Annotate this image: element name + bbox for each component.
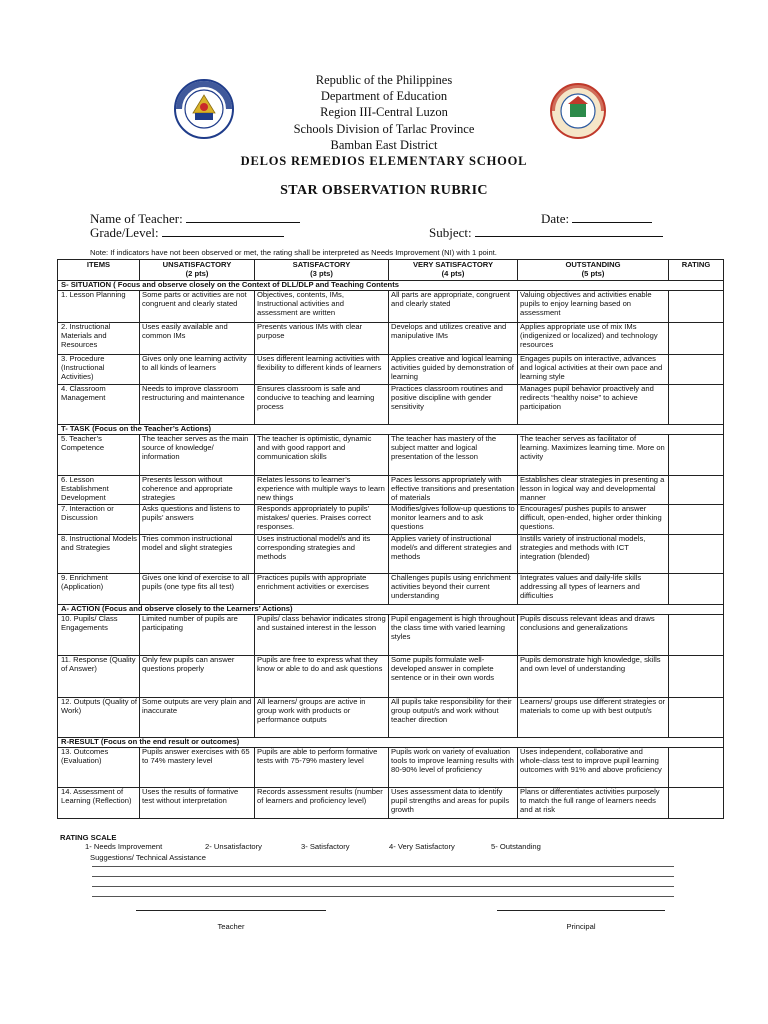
school-name: DELOS REMEDIOS ELEMENTARY SCHOOL xyxy=(240,154,528,168)
letterhead-line: Region III-Central Luzon xyxy=(320,105,448,120)
principal-signature-label: Principal xyxy=(566,922,596,931)
rating-cell[interactable] xyxy=(669,748,724,788)
descriptor-cell: Pupils discuss relevant ideas and draws conclusions and generalizations xyxy=(518,615,669,656)
rating-scale xyxy=(57,833,723,842)
rating-cell[interactable] xyxy=(669,535,724,574)
descriptor-cell: Practices classroom routines and positive discipline with gender sensitivity xyxy=(389,385,518,425)
date-label: Date: xyxy=(541,211,570,226)
item-cell: 1. Lesson Planning xyxy=(58,291,140,323)
table-row xyxy=(58,505,724,535)
descriptor-cell: Learners/ groups use different strategies or materials to come up with best output/s xyxy=(518,698,669,738)
table-row xyxy=(58,476,724,505)
descriptor-cell: Establishes clear strategies in presenting a lesson in logical way and developmental manner xyxy=(518,476,669,505)
table-row xyxy=(58,535,724,574)
descriptor-cell: Only few pupils can answer questions properly xyxy=(140,656,255,698)
suggestions-label: Suggestions/ Technical Assistance xyxy=(90,853,206,862)
table-row xyxy=(58,435,724,476)
table-row xyxy=(58,291,724,323)
section-heading-row xyxy=(58,425,724,435)
rating-cell[interactable] xyxy=(669,291,724,323)
descriptor-cell: All pupils take responsibility for their group output/s and work without teacher direction xyxy=(389,698,518,738)
descriptor-cell: Records assessment results (number of learners and proficiency level) xyxy=(255,788,389,819)
rating-cell[interactable] xyxy=(669,476,724,505)
descriptor-cell: Encourages/ pushes pupils to answer difficult, open-ended, higher order thinking questions. xyxy=(518,505,669,535)
rating-cell[interactable] xyxy=(669,355,724,385)
table-row xyxy=(58,788,724,819)
header-satisfactory: SATISFACTORY (3 pts) xyxy=(255,260,389,281)
rating-cell[interactable] xyxy=(669,615,724,656)
letterhead-line: Bamban East District xyxy=(330,137,438,152)
rating-cell[interactable] xyxy=(669,574,724,605)
subject-field[interactable] xyxy=(429,224,663,241)
section-heading: R-RESULT (Focus on the end result or outcomes) xyxy=(58,738,724,748)
header-very-satisfactory: VERY SATISFACTORY (4 pts) xyxy=(389,260,518,281)
rubric-table xyxy=(57,259,724,819)
descriptor-cell: Some pupils formulate well-developed answer in complete sentence or in their own words xyxy=(389,656,518,698)
teacher-name-blank[interactable] xyxy=(186,210,300,223)
descriptor-cell: Relates lessons to learner’s experience with multiple ways to learn new things xyxy=(255,476,389,505)
descriptor-cell: Presents various IMs with clear purpose xyxy=(255,323,389,355)
descriptor-cell: Pupils are free to express what they know or able to do and ask questions xyxy=(255,656,389,698)
rating-cell[interactable] xyxy=(669,698,724,738)
rating-cell[interactable] xyxy=(669,505,724,535)
descriptor-cell: Modifies/gives follow-up questions to monitor learners and to ask questions xyxy=(389,505,518,535)
descriptor-cell: The teacher is optimistic, dynamic and with good rapport and communication skills xyxy=(255,435,389,476)
descriptor-cell: Uses the results of formative test without interpretation xyxy=(140,788,255,819)
descriptor-cell: Valuing objectives and activities enable pupils to enjoy learning based on assessment xyxy=(518,291,669,323)
item-cell: 3. Procedure (Instructional Activities) xyxy=(58,355,140,385)
item-cell: 2. Instructional Materials and Resources xyxy=(58,323,140,355)
descriptor-cell: Limited number of pupils are participating xyxy=(140,615,255,656)
grade-level-field[interactable] xyxy=(90,224,284,241)
descriptor-cell: Uses different learning activities with flexibility to different kinds of learners xyxy=(255,355,389,385)
descriptor-cell: Some outputs are very plain and inaccurate xyxy=(140,698,255,738)
descriptor-cell: All learners/ groups are active in group work with products or performance outputs xyxy=(255,698,389,738)
rating-cell[interactable] xyxy=(669,435,724,476)
rating-scale-item: 5- Outstanding xyxy=(491,842,541,851)
descriptor-cell: Presents lesson without coherence and appropriate strategies xyxy=(140,476,255,505)
descriptor-cell: Pupils demonstrate high knowledge, skills and own level of understanding xyxy=(518,656,669,698)
descriptor-cell: Uses assessment data to identify pupil strengths and areas for pupils growth xyxy=(389,788,518,819)
table-row xyxy=(58,385,724,425)
descriptor-cell: Uses easily available and common IMs xyxy=(140,323,255,355)
teacher-name-label: Name of Teacher: xyxy=(90,211,183,226)
table-row xyxy=(58,323,724,355)
descriptor-cell: Asks questions and listens to pupils’ answers xyxy=(140,505,255,535)
descriptor-cell: Instills variety of instructional models, strategies and methods with ICT integration (blended) xyxy=(518,535,669,574)
header-rating: RATING xyxy=(669,260,724,281)
grade-level-blank[interactable] xyxy=(162,224,284,237)
descriptor-cell: Uses instructional model/s and its corresponding strategies and methods xyxy=(255,535,389,574)
descriptor-cell: Gives one kind of exercise to all pupils (one type fits all test) xyxy=(140,574,255,605)
item-cell: 4. Classroom Management xyxy=(58,385,140,425)
descriptor-cell: Applies appropriate use of mix IMs (indigenized or localized) and technology resources xyxy=(518,323,669,355)
section-heading: A- ACTION (Focus and observe closely to the Learners’ Actions) xyxy=(58,605,724,615)
rating-scale-item: 1- Needs Improvement xyxy=(85,842,163,851)
rating-cell[interactable] xyxy=(669,323,724,355)
descriptor-cell: Plans or differentiates activities purposely to match the full range of learners needs and at risk xyxy=(518,788,669,819)
descriptor-cell: The teacher serves as the main source of knowledge/ information xyxy=(140,435,255,476)
suggestion-line[interactable] xyxy=(92,886,674,887)
document-title: STAR OBSERVATION RUBRIC xyxy=(280,183,488,198)
item-cell: 5. Teacher’s Competence xyxy=(58,435,140,476)
section-heading-row xyxy=(58,281,724,291)
date-blank[interactable] xyxy=(572,210,652,223)
header-items: ITEMS xyxy=(58,260,140,281)
item-cell: 8. Instructional Models and Strategies xyxy=(58,535,140,574)
item-cell: 12. Outputs (Quality of Work) xyxy=(58,698,140,738)
descriptor-cell: Manages pupil behavior proactively and redirects “healthy noise” to achieve participation xyxy=(518,385,669,425)
item-cell: 6. Lesson Establishment Development xyxy=(58,476,140,505)
table-row xyxy=(58,574,724,605)
descriptor-cell: Tries common instructional model and slight strategies xyxy=(140,535,255,574)
descriptor-cell: Paces lessons appropriately with effective transitions and presentation of materials xyxy=(389,476,518,505)
suggestion-line[interactable] xyxy=(92,896,674,897)
note-text: Note: If indicators have not been observed or met, the rating shall be interpreted as Needs Improvement (NI) with 1 point. xyxy=(90,248,497,257)
item-cell: 9. Enrichment (Application) xyxy=(58,574,140,605)
subject-label: Subject: xyxy=(429,225,472,240)
section-heading: T- TASK (Focus on the Teacher’s Actions) xyxy=(58,425,724,435)
item-cell: 14. Assessment of Learning (Reflection) xyxy=(58,788,140,819)
rating-scale-items xyxy=(85,842,685,851)
descriptor-cell: Pupils/ class behavior indicates strong and sustained interest in the lesson xyxy=(255,615,389,656)
item-cell: 7. Interaction or Discussion xyxy=(58,505,140,535)
rating-cell[interactable] xyxy=(669,656,724,698)
suggestion-line[interactable] xyxy=(92,866,674,867)
letterhead xyxy=(200,72,568,153)
table-row xyxy=(58,656,724,698)
table-header-row xyxy=(58,260,724,281)
rating-scale-label: RATING SCALE xyxy=(60,833,117,842)
letterhead-line: Schools Division of Tarlac Province xyxy=(293,121,475,136)
descriptor-cell: The teacher has mastery of the subject matter and logical presentation of the lesson xyxy=(389,435,518,476)
descriptor-cell: Applies creative and logical learning activities guided by demonstration of learning xyxy=(389,355,518,385)
descriptor-cell: Pupils answer exercises with 65 to 74% mastery level xyxy=(140,748,255,788)
suggestion-line[interactable] xyxy=(92,876,674,877)
item-cell: 11. Response (Quality of Answer) xyxy=(58,656,140,698)
descriptor-cell: Uses independent, collaborative and whole-class test to improve pupil learning outcomes with 91% and above proficiency xyxy=(518,748,669,788)
section-heading-row xyxy=(58,605,724,615)
header-outstanding: OUTSTANDING (5 pts) xyxy=(518,260,669,281)
table-row xyxy=(58,615,724,656)
descriptor-cell: Practices pupils with appropriate enrichment activities or exercises xyxy=(255,574,389,605)
descriptor-cell: Applies variety of instructional model/s and different strategies and methods xyxy=(389,535,518,574)
descriptor-cell: Responds appropriately to pupils’ mistakes/ queries. Praises correct responses. xyxy=(255,505,389,535)
descriptor-cell: Needs to improve classroom restructuring and maintenance xyxy=(140,385,255,425)
descriptor-cell: Pupils work on variety of evaluation tools to improve learning results with 80-90% level of proficiency xyxy=(389,748,518,788)
teacher-signature-label: Teacher xyxy=(217,922,245,931)
teacher-signature-line[interactable] xyxy=(136,910,326,911)
section-heading: S- SITUATION ( Focus and observe closely on the Context of DLL/DLP and Teaching Contents xyxy=(58,281,724,291)
descriptor-cell: Pupil engagement is high throughout the class time with varied learning styles xyxy=(389,615,518,656)
descriptor-cell: Develops and utilizes creative and manipulative IMs xyxy=(389,323,518,355)
rating-scale-item: 3- Satisfactory xyxy=(301,842,350,851)
grade-level-label: Grade/Level: xyxy=(90,225,159,240)
item-cell: 10. Pupils/ Class Engagements xyxy=(58,615,140,656)
descriptor-cell: Ensures classroom is safe and conducive to teaching and learning process xyxy=(255,385,389,425)
descriptor-cell: The teacher serves as facilitator of learning. Maximizes learning time. More on activity xyxy=(518,435,669,476)
rating-scale-item: 2- Unsatisfactory xyxy=(205,842,262,851)
table-row xyxy=(58,698,724,738)
descriptor-cell: Pupils are able to perform formative tests with 75-79% mastery level xyxy=(255,748,389,788)
descriptor-cell: Gives only one learning activity to all kinds of learners xyxy=(140,355,255,385)
descriptor-cell: Objectives, contents, IMs, Instructional activities and assessment are written xyxy=(255,291,389,323)
letterhead-line: Department of Education xyxy=(320,89,448,104)
descriptor-cell: All parts are appropriate, congruent and clearly stated xyxy=(389,291,518,323)
header-unsatisfactory: UNSATISFACTORY (2 pts) xyxy=(140,260,255,281)
rating-scale-item: 4- Very Satisfactory xyxy=(389,842,455,851)
principal-signature-line[interactable] xyxy=(497,910,665,911)
item-cell: 13. Outcomes (Evaluation) xyxy=(58,748,140,788)
descriptor-cell: Integrates values and daily-life skills addressing all types of learners and difficulties xyxy=(518,574,669,605)
descriptor-cell: Some parts or activities are not congruent and clearly stated xyxy=(140,291,255,323)
section-heading-row xyxy=(58,738,724,748)
descriptor-cell: Engages pupils on interactive, advances and logical activities at their own pace and learning style xyxy=(518,355,669,385)
rating-cell[interactable] xyxy=(669,788,724,819)
table-row xyxy=(58,355,724,385)
descriptor-cell: Challenges pupils using enrichment activities beyond their current understanding xyxy=(389,574,518,605)
letterhead-line: Republic of the Philippines xyxy=(315,73,453,87)
table-row xyxy=(58,748,724,788)
rating-cell[interactable] xyxy=(669,385,724,425)
subject-blank[interactable] xyxy=(475,224,663,237)
